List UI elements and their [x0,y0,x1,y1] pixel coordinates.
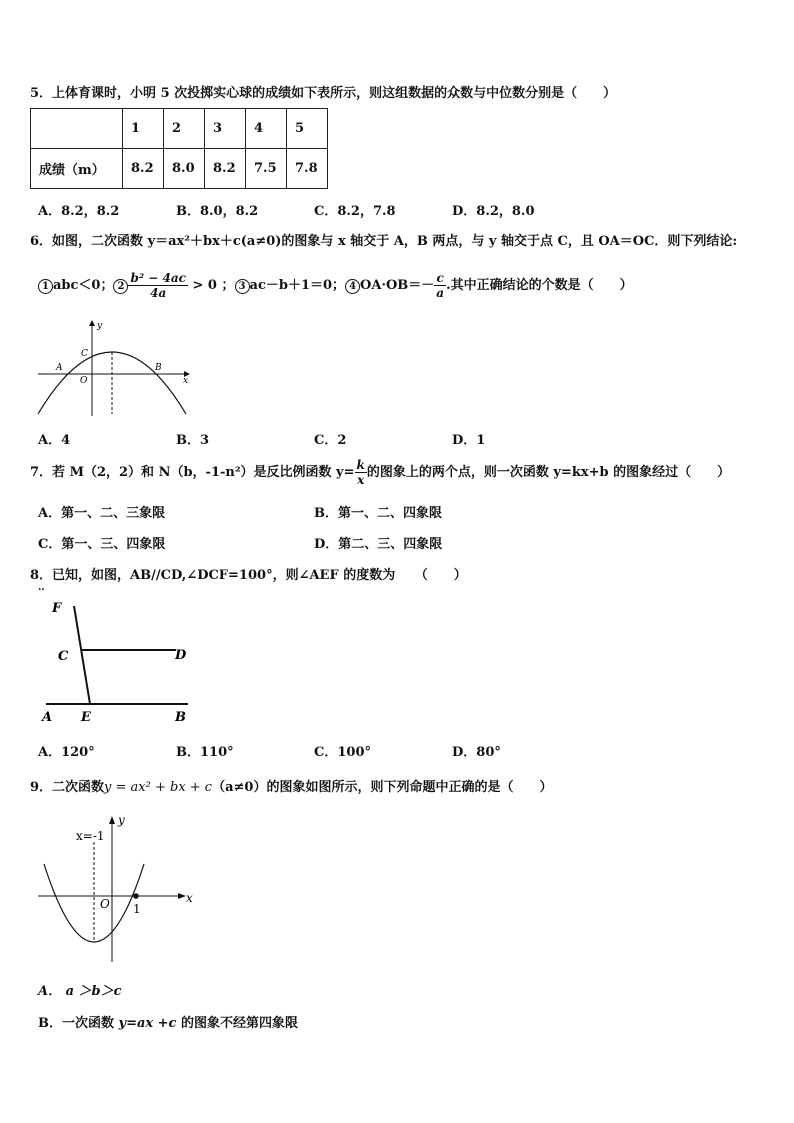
conclusion-2-tail: > 0 ； [187,278,235,293]
q8-parallel-lines-figure [36,592,196,726]
q9-stem-part: 9．二次函数 [30,780,105,795]
x-label: x [186,891,193,905]
q8-option-a[interactable]: A．120° [38,745,95,760]
fraction [128,271,188,300]
y-label: y [97,321,103,331]
fraction [355,458,367,487]
q9-option-b[interactable] [38,1012,298,1031]
point-c-label: C [81,349,88,359]
point-b-label: B [175,710,186,725]
q6-option-d[interactable]: D．1 [452,433,486,448]
q9-stem-part: （a≠0）的图象如图所示，则下列命题中正确的是（ ） [212,780,553,795]
table-cell: 7.5 [246,149,287,189]
point-c-label: C [58,649,69,664]
q8-dots: ‥ [38,582,45,593]
q7-option-c[interactable]: C．第一、三、四象限 [38,537,166,552]
point-one [133,893,139,899]
circled-number: 1 [38,279,53,294]
table-header-cell: 4 [246,109,287,149]
q6-tail: .其中正确结论的个数是（ ） [446,278,633,293]
table-cell: 8.2 [205,149,246,189]
q7-stem-part: 7．若 M（2，2）和 N（b，-1-n²）是反比例函数 y= [30,465,355,480]
q9-option-b-part: B．一次函数 [38,1016,119,1031]
table-cell: 8.0 [164,149,205,189]
q9-option-b-formula: y=ax +c [118,1016,177,1031]
table-cell: 7.8 [287,149,328,189]
fraction-numerator: k [356,458,365,472]
circled-number: 3 [235,279,250,294]
q8-option-d[interactable]: D．80° [452,745,501,760]
table-row [31,109,328,149]
table-row [31,149,328,189]
scores-table [30,108,328,189]
table-header-cell: 2 [164,109,205,149]
y-axis-arrow [89,320,95,326]
q9-option-a[interactable]: A． a ＞b＞c [38,984,122,999]
q7-option-d[interactable]: D．第二、三、四象限 [314,537,443,552]
point-a-label: A [42,710,53,725]
circled-number: 2 [113,279,128,294]
point-d-label: D [175,648,187,663]
q8-option-b[interactable]: B．110° [176,745,234,760]
fraction-denominator: x [357,473,365,487]
q5-option-d[interactable]: D．8.2，8.0 [452,204,535,219]
q8-stem: 8．已知，如图，AB//CD,∠DCF=100°，则∠AEF 的度数为 （ ） [30,568,467,583]
q6-stem: 6．如图，二次函数 y＝ax²＋bx＋c(a≠0)的图象与 x 轴交于 A，B 两点，与 y 轴交于点 C，且 OA＝OC．则下列结论: [30,234,738,249]
table-header-cell: 5 [287,109,328,149]
y-axis-arrow [109,816,115,824]
fraction-denominator: a [436,286,445,300]
q7-stem-part: 的图象上的两个点，则一次函数 y=kx+b 的图象经过（ ） [366,465,731,480]
table-header-cell [31,109,123,149]
point-e-label: E [81,710,91,725]
q6-option-c[interactable]: C．2 [314,433,347,448]
conclusion-1: abc＜0； [53,278,114,293]
point-b-label: B [155,363,162,373]
y-label: y [118,813,125,827]
one-label: 1 [133,902,141,916]
circled-number: 4 [345,279,360,294]
x-label: x [183,376,189,386]
table-cell: 8.2 [123,149,164,189]
fraction-numerator: b² − 4ac [130,271,186,285]
conclusion-4: OA·OB＝－ [360,278,435,293]
point-a-label: A [56,363,63,373]
q5-option-b[interactable]: B．8.0，8.2 [176,204,259,219]
q9-option-b-part: 的图象不经第四象限 [176,1016,299,1031]
table-header-cell: 3 [205,109,246,149]
point-f-label: F [52,601,62,616]
q6-parabola-graph [34,316,194,418]
q8-option-c[interactable]: C．100° [314,745,371,760]
line-ef [74,606,90,704]
q7-stem [30,455,730,491]
q5-stem: 5．上体育课时，小明 5 次投掷实心球的成绩如下表所示，则这组数据的众数与中位数分别是（ ） [30,86,617,101]
x-axis-arrow [178,893,186,899]
conclusion-3: ac－b＋1＝0； [249,278,346,293]
fraction [434,271,446,300]
axis-line-label: x=-1 [76,829,105,843]
q5-option-c[interactable]: C．8.2，7.8 [314,204,396,219]
q9-stem [30,776,552,795]
q6-option-b[interactable]: B．3 [176,433,210,448]
q5-option-a[interactable]: A．8.2，8.2 [38,204,120,219]
q7-option-b[interactable]: B．第一、二、四象限 [314,506,442,521]
q7-option-a[interactable]: A．第一、二、三象限 [38,506,166,521]
q9-formula: y = ax² + bx + c [104,780,213,795]
fraction-denominator: 4a [150,286,167,300]
table-header-cell: 1 [123,109,164,149]
fraction-numerator: c [434,271,446,286]
origin-label: O [100,897,110,911]
row-label: 成绩（m） [31,149,123,189]
q6-conclusions [38,268,633,304]
origin-label: O [80,376,88,386]
q9-parabola-graph [34,812,200,972]
q6-option-a[interactable]: A．4 [38,433,71,448]
